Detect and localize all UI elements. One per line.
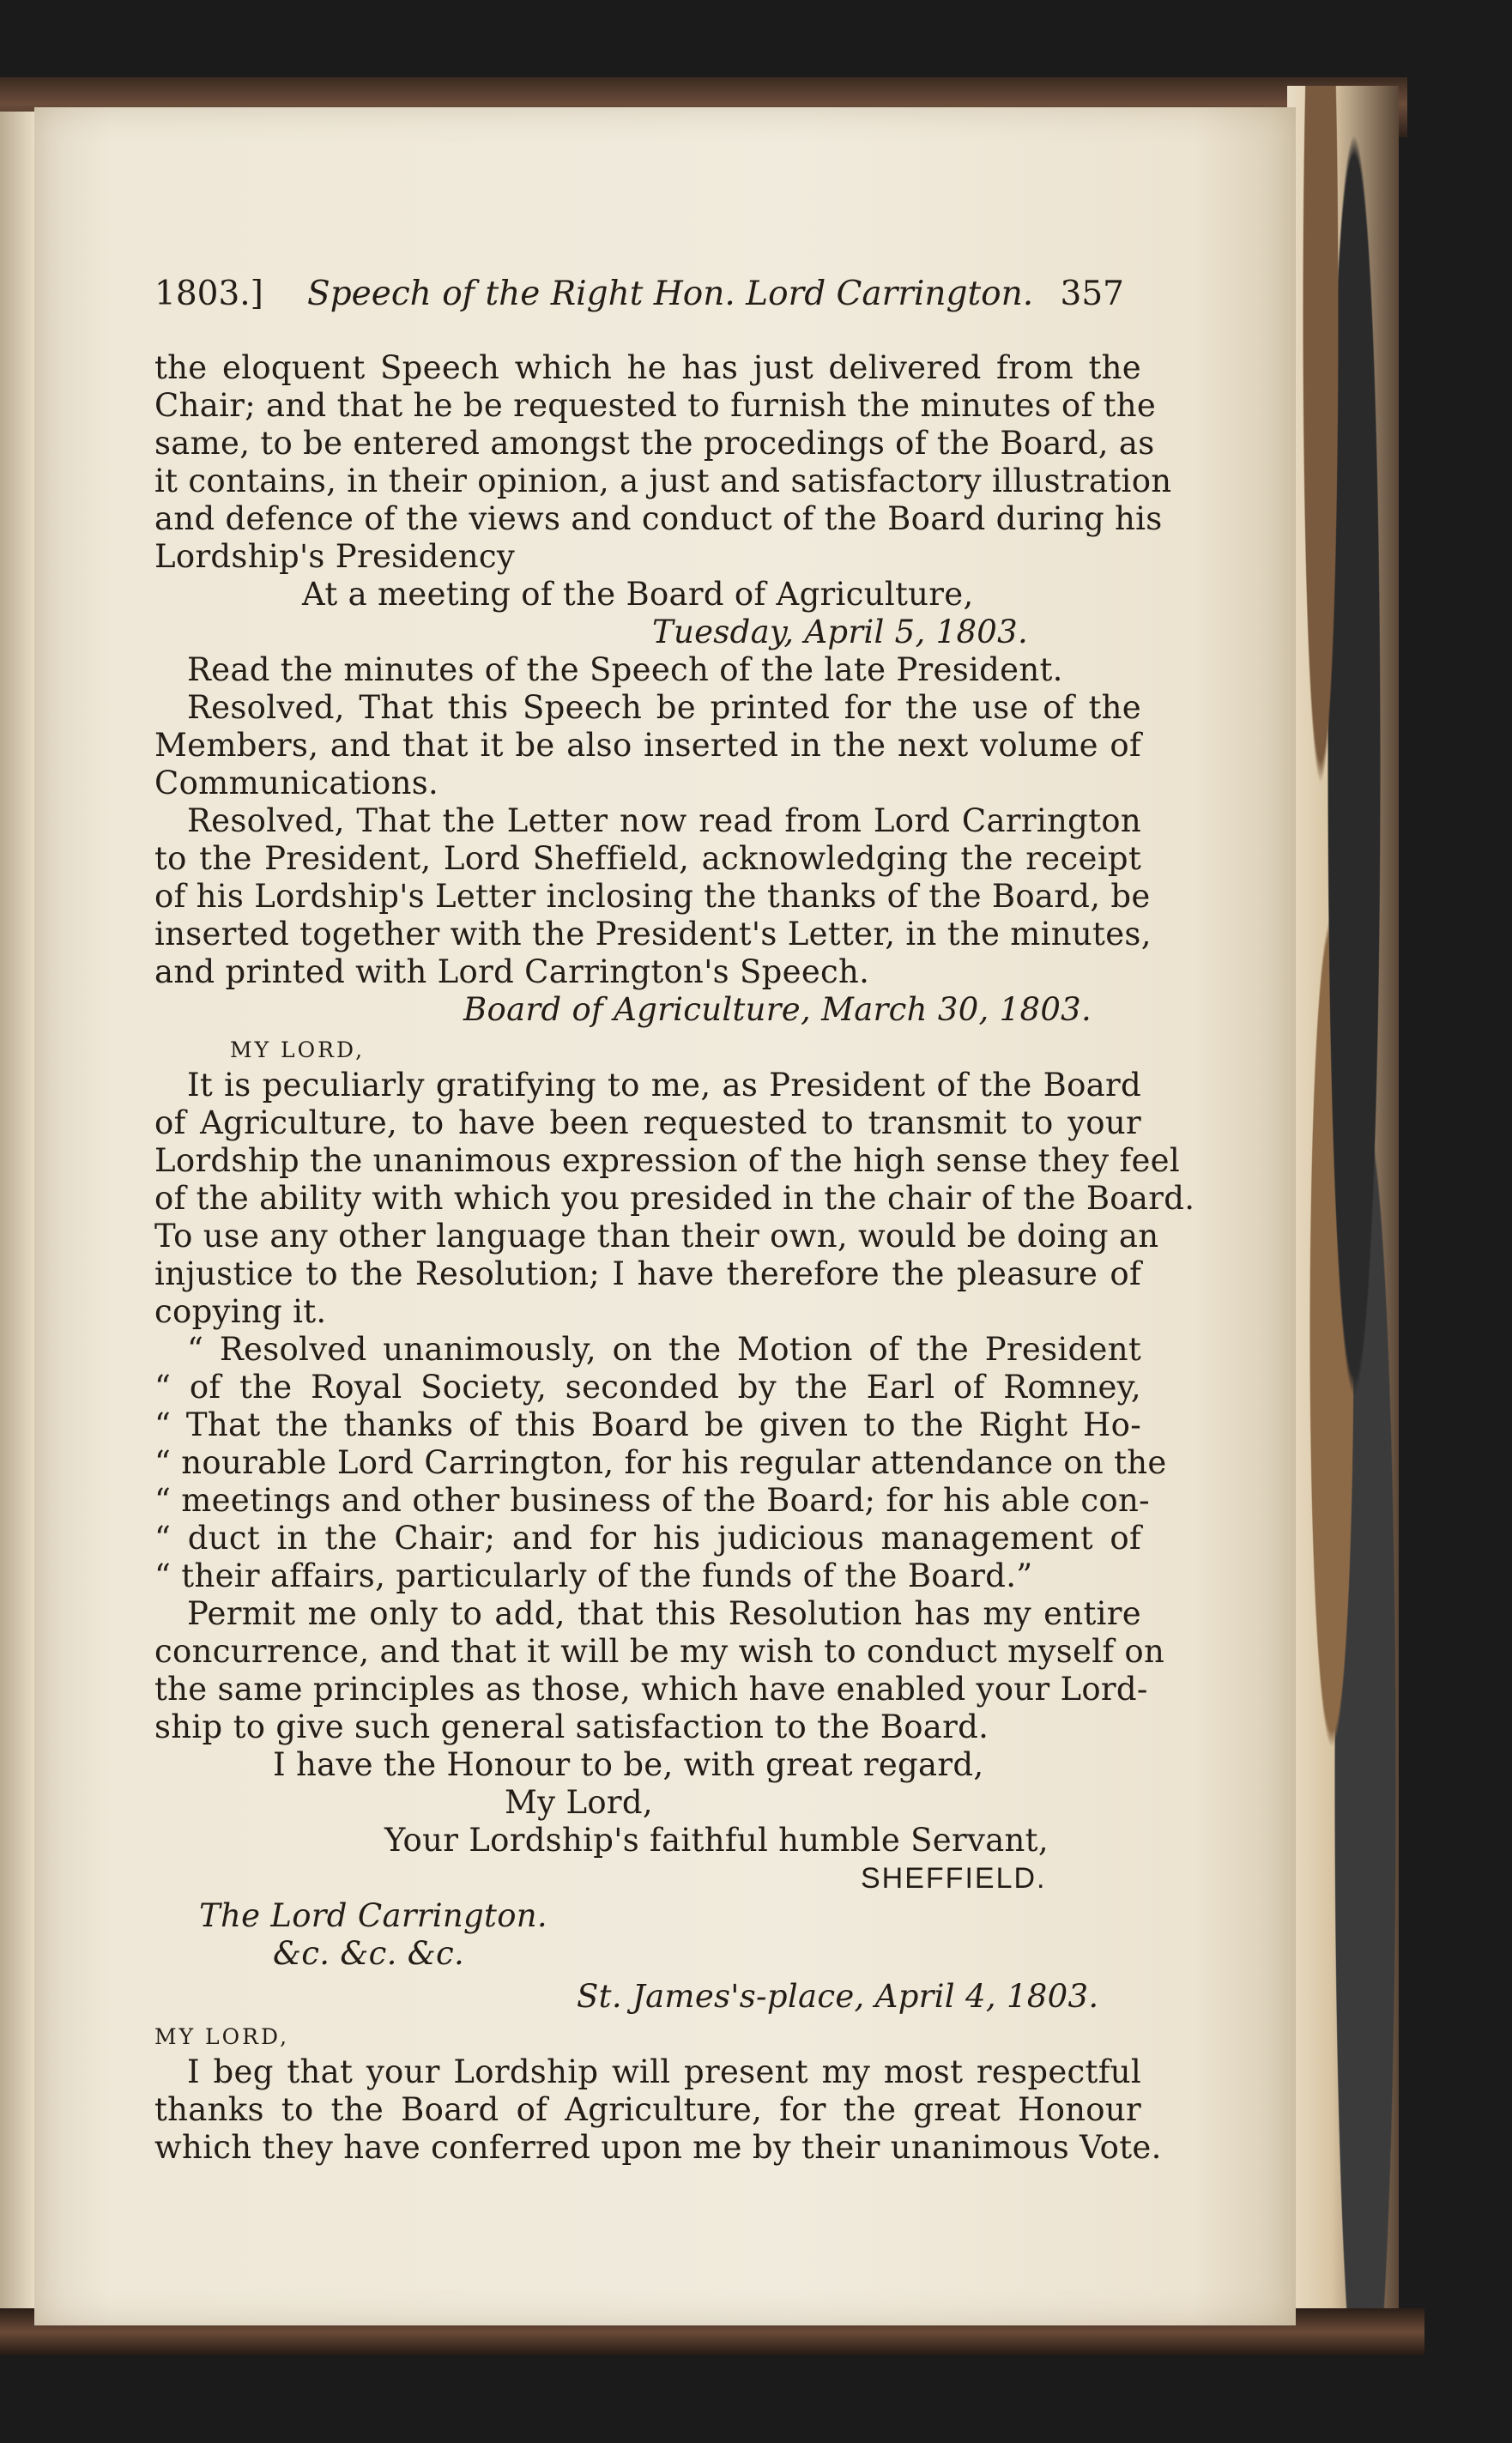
running-head-title: Speech of the Right Hon. Lord Carrington. — [307, 275, 1034, 313]
letter2-salutation: MY LORD, — [154, 2024, 290, 2049]
text-line: thanks to the Board of Agriculture, for the great Honour — [154, 2091, 1141, 2128]
text-line: which they have conferred upon me by their unanimous Vote. — [154, 2129, 1162, 2166]
read-minutes: Read the minutes of the Speech of the late President. — [187, 651, 1063, 688]
text-line: Lordship the unanimous expression of the high sense they feel — [154, 1142, 1180, 1179]
quote-line: “ That the thanks of this Board be given to the Right Ho- — [154, 1406, 1141, 1443]
quote-line: “ their affairs, particularly of the funds of the Board.” — [154, 1557, 1033, 1594]
signature: SHEFFIELD. — [861, 1862, 1047, 1895]
addressee-etc: &c. &c. &c. — [273, 1935, 465, 1972]
text-line: I beg that your Lordship will present my most respectful — [187, 2053, 1141, 2090]
text-line: injustice to the Resolution; I have therefore the pleasure of — [154, 1255, 1141, 1292]
text-line: same, to be entered amongst the procedings of the Board, as — [154, 425, 1155, 462]
text-line: ship to give such general satisfaction to the Board. — [154, 1708, 989, 1745]
quote-line: “ of the Royal Society, seconded by the Earl of Romney, — [154, 1369, 1141, 1406]
text-line: To use any other language than their own, would be doing an — [154, 1218, 1159, 1255]
text-line: concurrence, and that it will be my wish to conduct myself on — [154, 1633, 1165, 1670]
text-line: of the ability with which you presided in the chair of the Board. — [154, 1180, 1195, 1217]
text-line: of Agriculture, to have been requested to transmit to your — [154, 1104, 1141, 1141]
closing-line: Your Lordship's faithful humble Servant, — [384, 1822, 1049, 1859]
text-line: Resolved, That this Speech be printed for the use of the — [187, 689, 1141, 726]
text-line: Chair; and that he be requested to furnish the minutes of the — [154, 387, 1157, 424]
text-line: copying it. — [154, 1293, 327, 1330]
text-line: It is peculiarly gratifying to me, as President of the Board — [187, 1067, 1141, 1104]
text-line: Communications. — [154, 765, 439, 801]
text-line: the same principles as those, which have enabled your Lord- — [154, 1671, 1148, 1708]
text-line: the eloquent Speech which he has just delivered from the — [154, 349, 1141, 386]
running-head — [154, 273, 1124, 316]
text-line: to the President, Lord Sheffield, acknowledging the receipt — [154, 840, 1141, 877]
running-head-year: 1803.] — [154, 275, 263, 313]
letter1-dateline: Board of Agriculture, March 30, 1803. — [463, 991, 1092, 1028]
page-number: 357 — [1060, 275, 1124, 313]
quote-line: “ duct in the Chair; and for his judicious management of — [154, 1520, 1141, 1557]
text-line: and defence of the views and conduct of the Board during his — [154, 500, 1163, 537]
text-line: Lordship's Presidency — [154, 538, 516, 575]
quote-line: “ nourable Lord Carrington, for his regular attendance on the — [154, 1444, 1167, 1481]
meeting-heading: At a meeting of the Board of Agriculture, — [302, 576, 974, 613]
text-line: Permit me only to add, that this Resolution has my entire — [187, 1595, 1141, 1632]
text-line: Members, and that it be also inserted in the next volume of — [154, 727, 1141, 764]
letter1-salutation: MY LORD, — [230, 1037, 366, 1062]
text-line: of his Lordship's Letter inclosing the thanks of the Board, be — [154, 878, 1151, 915]
text-line: inserted together with the President's Letter, in the minutes, — [154, 916, 1152, 952]
letter2-dateline: St. James's-place, April 4, 1803. — [577, 1978, 1099, 2015]
text-line: Resolved, That the Letter now read from Lord Carrington — [187, 802, 1141, 839]
closing-line: My Lord, — [505, 1784, 653, 1821]
text-line: it contains, in their opinion, a just and satisfactory illustration — [154, 463, 1172, 499]
meeting-date: Tuesday, April 5, 1803. — [652, 614, 1029, 650]
addressee: The Lord Carrington. — [199, 1897, 547, 1934]
quote-line: “ Resolved unanimously, on the Motion of the President — [187, 1331, 1141, 1368]
closing-line: I have the Honour to be, with great regard, — [273, 1746, 984, 1783]
quote-line: “ meetings and other business of the Board; for his able con- — [154, 1482, 1150, 1519]
text-line: and printed with Lord Carrington's Speech. — [154, 953, 870, 990]
